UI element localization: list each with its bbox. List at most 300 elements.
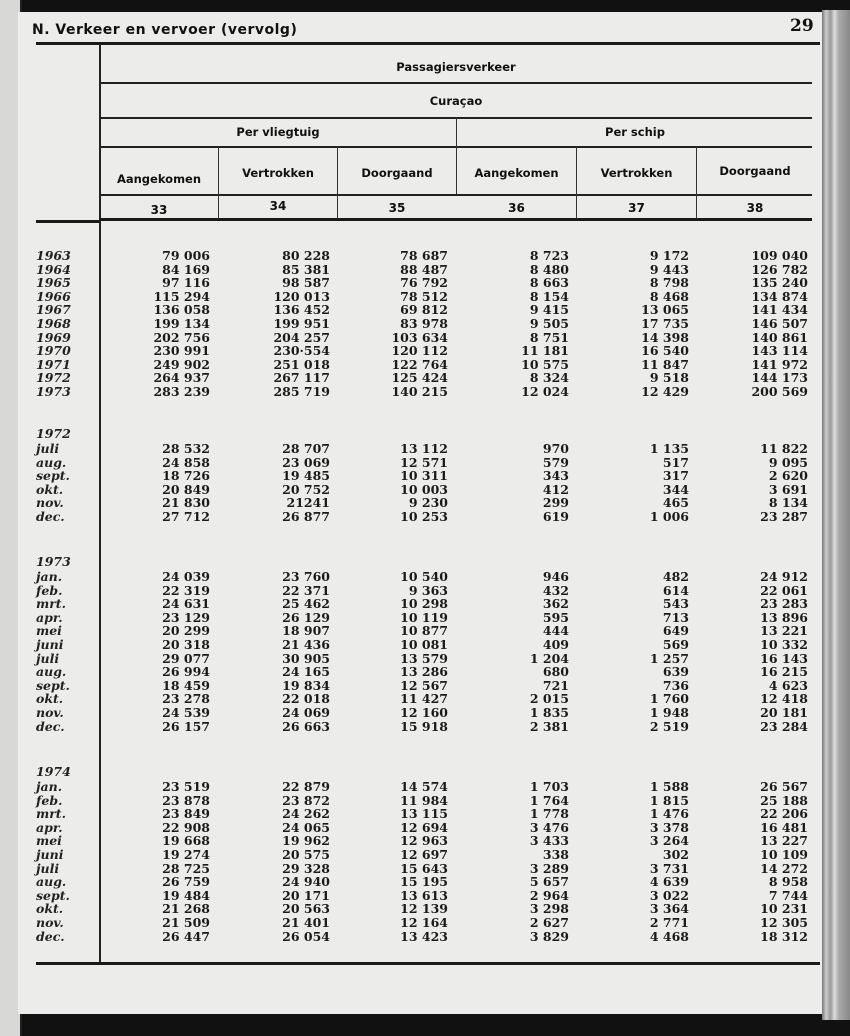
table-cell: 7 744 [768,887,808,903]
table-cell: 10 109 [760,847,808,862]
table-cell: 98 587 [282,275,330,291]
table-cell: 13 221 [760,623,808,639]
table-cell: 482 [662,569,689,584]
table-cell: 135 240 [751,275,808,291]
table-cell: 317 [662,468,689,484]
table-cell: 10 311 [400,468,448,484]
table-cell: 24 912 [760,569,808,584]
table-cell: 97 116 [162,275,210,291]
row-label: nov. [36,495,64,511]
table-cell: 619 [542,509,569,524]
row-label: dec. [36,928,65,944]
table-cell: 24 539 [162,705,210,720]
page-title: N. Verkeer en vervoer (vervolg) [32,22,298,38]
table-cell: 120 112 [391,343,448,359]
row-label: 1963 [36,248,71,263]
col-number: 37 [628,201,645,215]
table-cell: 16 143 [760,650,808,666]
table-cell: 12 963 [400,833,448,849]
table-cell: 29 077 [162,650,210,666]
table-cell: 285 719 [273,384,330,399]
row-label: sept. [36,677,70,693]
row-label: dec. [36,509,65,524]
col-header: Vertrokken [600,166,673,180]
block-heading: 1974 [36,764,71,780]
table-cell: 10 298 [400,596,448,612]
row-label: feb. [36,792,63,808]
table-cell: 23 129 [162,609,210,625]
row-label: 1971 [36,356,71,372]
table-cell: 13 112 [400,441,448,456]
table-cell: 23 872 [282,792,330,808]
table-cell: 20 575 [282,847,330,862]
row-label: juni [36,637,64,652]
table-cell: 1 703 [529,779,569,794]
table-cell: 22 319 [162,582,210,598]
table-cell: 12 694 [400,819,448,835]
header-by-ship: Per schip [605,125,665,139]
table-cell: 12 697 [400,847,448,862]
table-cell: 120 013 [273,288,330,304]
table-cell: 140 861 [751,329,808,345]
table-cell: 24 165 [282,664,330,680]
table-cell: 11 822 [760,441,808,456]
row-label: mei [36,833,62,849]
col-number: 38 [746,201,764,215]
row-label: nov. [36,915,64,930]
table-cell: 9 095 [768,454,808,470]
table-cell: 409 [542,637,569,652]
table-cell: 19 962 [282,833,330,849]
table-cell: 24 065 [282,819,330,835]
table-cell: 2 620 [768,468,808,484]
row-label: 1965 [36,275,71,291]
table-cell: 10 253 [400,509,448,524]
table-cell: 19 274 [162,847,210,862]
table-cell: 23 278 [162,691,210,707]
table-cell: 12 418 [760,691,808,707]
table-cell: 20 849 [162,481,210,497]
table-cell: 26 129 [282,609,330,625]
table-cell: 78 687 [400,248,448,263]
header-group: Passagiersverkeer [396,60,516,74]
table-cell: 26 054 [282,928,330,944]
table-cell: 230 991 [153,343,210,359]
table-cell: 8 468 [649,288,689,304]
table-cell: 713 [662,609,689,625]
table-cell: 2 519 [649,718,689,734]
col-header: Doorgaand [361,166,433,180]
table-cell: 1 835 [529,705,569,720]
table-cell: 8 154 [529,288,569,304]
table-cell: 2 771 [649,915,689,930]
row-label: 1969 [36,329,71,345]
table-cell: 23 069 [282,454,330,470]
table-cell: 22 206 [760,806,808,822]
table-cell: 18 312 [760,928,808,944]
table-cell: 4 639 [649,874,689,890]
table-cell: 23 283 [760,596,808,612]
row-label: aug. [36,874,67,890]
table-cell: 26 759 [162,874,210,890]
table-cell: 140 215 [391,384,448,399]
table-cell: 25 462 [282,596,330,612]
row-label: apr. [36,609,63,625]
table-cell: 10 540 [400,569,448,584]
table-cell: 26 663 [282,718,330,734]
table-cell: 23 760 [282,569,330,584]
col-number: 36 [508,201,525,215]
table-cell: 76 792 [400,275,448,291]
table-cell: 9 230 [408,495,448,511]
table-cell: 639 [662,664,689,680]
table-cell: 23 849 [162,806,210,822]
row-label: juli [36,650,60,666]
table-cell: 13 579 [400,650,448,666]
table-cell: 1 006 [649,509,689,524]
rule-bottom [36,962,820,965]
table-cell: 9 172 [649,248,689,263]
table-cell: 26 877 [282,509,330,524]
table-cell: 141 972 [751,356,808,372]
table-cell: 680 [542,664,569,680]
block-heading: 1973 [36,554,71,570]
table-cell: 28 725 [162,860,210,876]
table-cell: 9 415 [529,302,569,318]
table-cell: 970 [542,441,569,456]
table-cell: 12 429 [641,384,689,399]
table-cell: 10 081 [400,637,448,652]
table-cell: 3 829 [529,928,569,944]
table-cell: 230·554 [273,343,330,359]
table-cell: 136 452 [273,302,330,318]
row-label: apr. [36,819,63,835]
row-label: 1966 [36,288,71,304]
table-cell: 2 015 [529,691,569,707]
table-cell: 141 434 [751,302,808,318]
row-label: dec. [36,718,65,734]
table-cell: 12 164 [400,915,448,930]
table-cell: 736 [662,677,689,693]
table-cell: 16 540 [641,343,689,359]
table-cell: 13 286 [400,664,448,680]
header-by-plane: Per vliegtuig [236,125,320,139]
table-cell: 8 958 [768,874,808,890]
table-cell: 18 459 [162,677,210,693]
table-cell: 3 731 [649,860,689,876]
table-cell: 24 858 [162,454,210,470]
table-cell: 20 181 [760,705,808,720]
table-cell: 11 847 [641,356,689,372]
col-number: 35 [388,201,406,215]
table-cell: 3 378 [649,819,689,835]
row-label: sept. [36,887,70,903]
table-cell: 24 631 [162,596,210,612]
table-cell: 1 135 [649,441,689,456]
row-label: nov. [36,705,64,720]
table-cell: 12 571 [400,454,448,470]
block-heading: 1972 [36,426,71,442]
table-cell: 13 115 [400,806,448,822]
table-cell: 28 707 [282,441,330,456]
rule-columns [100,194,812,196]
table-cell: 13 896 [760,609,808,625]
table-cell: 569 [662,637,689,652]
table-cell: 134 874 [751,288,808,304]
table-cell: 14 574 [400,779,448,794]
col-header: Vertrokken [242,166,314,180]
table-cell: 20 752 [282,481,330,497]
table-cell: 12 139 [400,901,448,917]
page-number: 29 [790,16,814,36]
table-cell: 1 778 [529,806,569,822]
table-cell: 24 262 [282,806,330,822]
table-cell: 23 519 [162,779,210,794]
table-cell: 109 040 [751,248,808,263]
table-cell: 23 287 [760,509,808,524]
table-cell: 946 [542,569,569,584]
table-cell: 8 723 [529,248,569,263]
table-cell: 15 918 [400,718,448,734]
col-header: Doorgaand [719,164,791,178]
table-cell: 251 018 [273,356,330,372]
table-cell: 8 134 [768,495,808,511]
table-cell: 125 424 [391,370,448,386]
table-cell: 9 505 [529,316,569,331]
rule-group [100,82,812,84]
table-cell: 13 613 [400,887,448,903]
table-cell: 204 257 [273,329,330,345]
row-label: 1970 [36,343,71,359]
table-cell: 9 443 [649,261,689,277]
table-cell: 12 305 [760,915,808,930]
table-cell: 19 668 [162,833,210,849]
table-cell: 12 160 [400,705,448,720]
table-cell: 8 751 [529,329,569,345]
table-cell: 115 294 [153,288,210,304]
row-label: 1964 [36,261,71,277]
table-cell: 1 815 [649,792,689,808]
row-label: sept. [36,468,70,484]
table-cell: 13 065 [641,302,689,318]
table-cell: 3 298 [529,901,569,917]
table-cell: 25 188 [760,792,808,808]
table-cell: 19 484 [162,887,210,903]
table-cell: 29 328 [282,860,330,876]
table-cell: 3 433 [529,833,569,849]
table-cell: 412 [542,481,569,497]
rule-colnums [100,218,812,221]
table-cell: 144 173 [751,370,808,386]
table-cell: 16 481 [760,819,808,835]
table-cell: 122 764 [391,356,448,372]
table-cell: 283 239 [153,384,210,399]
table-cell: 22 061 [760,582,808,598]
table-cell: 264 937 [153,370,210,386]
table-cell: 649 [662,623,689,639]
table-cell: 12 024 [521,384,569,399]
table-cell: 80 228 [282,248,330,263]
row-label: mrt. [36,806,66,822]
table-cell: 22 908 [162,819,210,835]
table-cell: 23 284 [760,718,808,734]
table-cell: 18 726 [162,468,210,484]
table-cell: 343 [542,468,569,484]
header-subgroup: Curaçao [429,94,483,108]
table-cell: 15 643 [400,860,448,876]
table-cell: 16 215 [760,664,808,680]
table-cell: 22 371 [282,582,330,598]
table-cell: 8 324 [529,370,569,386]
table-cell: 11 427 [400,691,448,707]
table-cell: 10 332 [760,637,808,652]
table-cell: 338 [542,847,569,862]
table-cell: 21 436 [282,637,330,652]
row-label: 1973 [36,384,71,399]
table-cell: 8 663 [529,275,569,291]
col-header: Aangekomen [116,172,202,186]
table-cell: 26 567 [760,779,808,794]
table-cell: 21 268 [162,901,210,917]
table-cell: 21 401 [282,915,330,930]
table-cell: 10 877 [400,623,448,639]
table-cell: 14 398 [641,329,689,345]
table-cell: 19 485 [282,468,330,484]
row-label: jan. [36,779,63,794]
table-cell: 344 [662,481,689,497]
table-cell: 595 [542,609,569,625]
table-cell: 200 569 [751,384,808,399]
table-cell: 13 227 [760,833,808,849]
table-cell: 9 363 [408,582,448,598]
table-cell: 18 907 [282,623,330,639]
row-label: mrt. [36,596,66,612]
table-cell: 202 756 [153,329,210,345]
table-cell: 2 381 [529,718,569,734]
table-cell: 1 204 [529,650,569,666]
table-cell: 21 509 [162,915,210,930]
table-cell: 1 257 [649,650,689,666]
table-cell: 5 657 [529,874,569,890]
row-label: mei [36,623,62,639]
col-header: Aangekomen [474,166,559,180]
rule-stub [36,220,100,223]
table-cell: 721 [542,677,569,693]
col-number: 34 [269,199,287,213]
table-cell: 14 272 [760,860,808,876]
table-cell: 22 018 [282,691,330,707]
table-cell: 299 [542,495,569,511]
table-cell: 85 381 [282,261,330,277]
table-cell: 10 119 [400,609,448,625]
table-cell: 30 905 [282,650,330,666]
table-cell: 1 948 [649,705,689,720]
row-label: aug. [36,454,67,470]
table-cell: 11 984 [400,792,448,808]
table-cell: 199 951 [273,316,330,331]
table-cell: 78 512 [400,288,448,304]
table-cell: 83 978 [400,316,448,331]
table-cell: 24 069 [282,705,330,720]
row-label: okt. [36,691,64,707]
table-cell: 444 [542,623,569,639]
table-cell: 3 476 [529,819,569,835]
table-cell: 8 798 [649,275,689,291]
table-cell: 20 563 [282,901,330,917]
table-cell: 88 487 [400,261,448,277]
table-cell: 20 318 [162,637,210,652]
table-cell: 1 764 [529,792,569,808]
table-cell: 517 [662,454,689,470]
table-cell: 3 691 [768,481,808,497]
row-label: aug. [36,664,67,680]
table-cell: 19 834 [282,677,330,693]
table-cell: 199 134 [153,316,210,331]
table-cell: 543 [662,596,689,612]
col-number: 33 [150,203,168,217]
table-cell: 3 264 [649,833,689,849]
table-cell: 10 575 [521,356,569,372]
table-cell: 3 364 [649,901,689,917]
table-cell: 103 634 [391,329,448,345]
table-cell: 12 567 [400,677,448,693]
table-cell: 1 476 [649,806,689,822]
table-cell: 302 [662,847,689,862]
table-cell: 1 760 [649,691,689,707]
table-cell: 13 423 [400,928,448,944]
row-label: 1967 [36,302,71,318]
table-cell: 1 588 [649,779,689,794]
table-cell: 3 022 [649,887,689,903]
table-cell: 22 879 [282,779,330,794]
table-cell: 2 964 [529,887,569,903]
table-cell: 26 157 [162,718,210,734]
table-cell: 267 117 [273,370,330,386]
table-cell: 3 289 [529,860,569,876]
table-cell: 69 812 [400,302,448,318]
table-cell: 20 299 [162,623,210,639]
table-cell: 21 830 [162,495,210,511]
row-label: juli [36,860,60,876]
row-label: okt. [36,481,64,497]
table-cell: 20 171 [282,887,330,903]
table-cell: 79 006 [162,248,210,263]
row-label: 1972 [36,370,71,386]
table-cell: 28 532 [162,441,210,456]
table-cell: 26 994 [162,664,210,680]
table-cell: 614 [662,582,689,598]
table-cell: 84 169 [162,261,210,277]
table-cell: 24 940 [282,874,330,890]
row-label: jan. [36,569,63,584]
rule-top [36,42,820,45]
row-label: juni [36,847,64,862]
row-label: okt. [36,901,64,917]
table-cell: 432 [542,582,569,598]
table-cell: 15 195 [400,874,448,890]
table-cell: 143 114 [751,343,808,359]
table-cell: 17 735 [641,316,689,331]
table-cell: 249 902 [153,356,210,372]
book-right-edge [822,10,850,1020]
table-cell: 4 623 [768,677,808,693]
table-cell: 579 [542,454,569,470]
table-cell: 9 518 [649,370,689,386]
table-cell: 24 039 [162,569,210,584]
table-cell: 23 878 [162,792,210,808]
table-cell: 11 181 [521,343,569,359]
table-cell: 136 058 [153,302,210,318]
